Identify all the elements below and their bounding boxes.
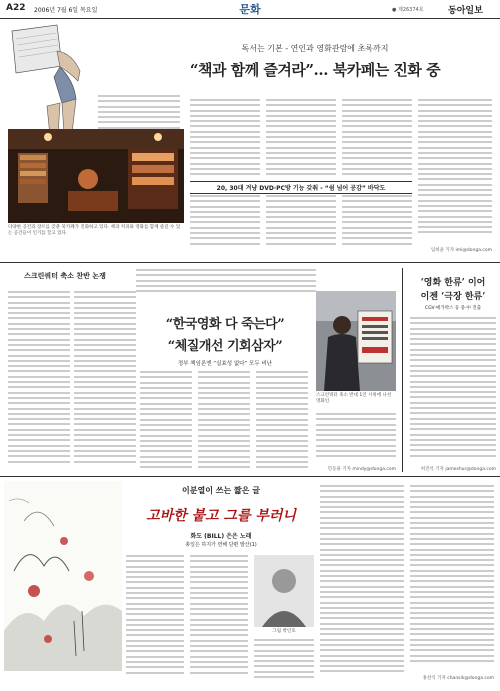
column-divider <box>402 268 403 472</box>
artist-caption: 그림 박인호 <box>272 629 296 634</box>
article2-intro <box>136 269 316 295</box>
article4-byline: 홍찬식 기자 chansik@donga.com <box>422 676 494 681</box>
article-screen-quota <box>0 263 400 475</box>
article2-byline: 민동용 기자 mindy@donga.com <box>327 467 396 472</box>
article2-col-3 <box>140 371 192 471</box>
article4-col-1 <box>126 555 184 681</box>
page-number: A22 <box>6 3 26 13</box>
bookcafe-photo <box>8 129 184 223</box>
article3-body <box>410 317 496 463</box>
article4-subhead-2: 총일은 하지가 면해 단편 발산(1) <box>185 542 257 548</box>
section-title: 문화 <box>239 3 261 16</box>
protest-photo <box>316 291 396 391</box>
article2-photo-caption: 스크린쿼터 축소 반대 1인 시위에 나선 영화인. <box>316 393 392 404</box>
article4-col-2 <box>190 555 248 681</box>
article4-title: 고바한 붙고 그를 부러니 <box>146 508 296 524</box>
article1-col-5 <box>418 99 492 245</box>
article1-col-3 <box>266 99 336 179</box>
article4-col-3 <box>254 639 314 681</box>
article-essay <box>0 477 500 691</box>
article3-byline: 허진석 기자 jameshur@donga.com <box>420 467 496 472</box>
article1-col-2 <box>190 99 260 179</box>
article2-col-1 <box>8 291 70 471</box>
article1-subhead: 20, 30대 겨냥 DVD·PC방 기능 갖춰 - “쉼 넘어 공감” 바닥도 <box>190 181 412 194</box>
article4-col-5 <box>410 485 494 671</box>
article1-col-4 <box>342 99 412 179</box>
article3-title-2: 이젠 ‘극장 한류’ <box>420 292 486 302</box>
article2-subheading: 정부 책임론엔 “실효성 없다” 모두 비난 <box>177 361 273 367</box>
article4-kicker: 이분열이 쓰는 짧은 글 <box>182 485 260 495</box>
article1-kicker: 독서는 기본 - 연인과 영화관람에 초록까지 <box>241 44 389 53</box>
reader-illustration <box>2 21 102 141</box>
article4-subhead-1: 화도 (BILL) 은은 노래 <box>190 533 252 540</box>
article4-col-4 <box>320 485 404 681</box>
article1-photo-caption: 다양한 공간과 장르를 갖춘 북카페가 진화하고 있다. 책과 커피와 영화를 함께 즐길 수 있는 공간들이 인기를 끌고 있다. <box>8 225 181 236</box>
article1-col-8 <box>342 195 412 247</box>
article1-col-7 <box>266 195 336 247</box>
article3-subhead: CGV·메가박스 등 중·中 진출 <box>424 306 482 311</box>
article2-col-2 <box>74 291 136 471</box>
article-theater-hallyu <box>404 263 500 475</box>
newspaper-logo: 동아일보 <box>448 6 483 16</box>
artist-portrait <box>254 555 314 627</box>
article2-col-4 <box>198 371 250 471</box>
page-header <box>0 0 500 19</box>
issue-date: 2006년 7월 6일 목요일 <box>34 7 98 14</box>
article3-title-1: ‘영화 한류’ 이어 <box>420 278 486 288</box>
article2-col-5 <box>256 371 308 471</box>
article1-byline: 임희윤 기자 imi@donga.com <box>430 248 492 253</box>
article-book-cafe <box>0 19 500 257</box>
article2-headline-1: “한국영화 다 죽는다” <box>165 317 285 332</box>
article2-side-label: 스크린쿼터 축소 찬반 논쟁 <box>24 272 106 280</box>
ink-landscape-painting <box>4 481 122 671</box>
article1-headline: “책과 함께 즐겨라”… 북카페는 진화 중 <box>189 61 441 79</box>
article2-col-6 <box>316 413 396 463</box>
article1-col-6 <box>190 195 260 247</box>
article2-headline-2: “체질개선 기회삼자” <box>167 339 283 354</box>
issue-number: ● 제26374호 <box>392 7 424 13</box>
